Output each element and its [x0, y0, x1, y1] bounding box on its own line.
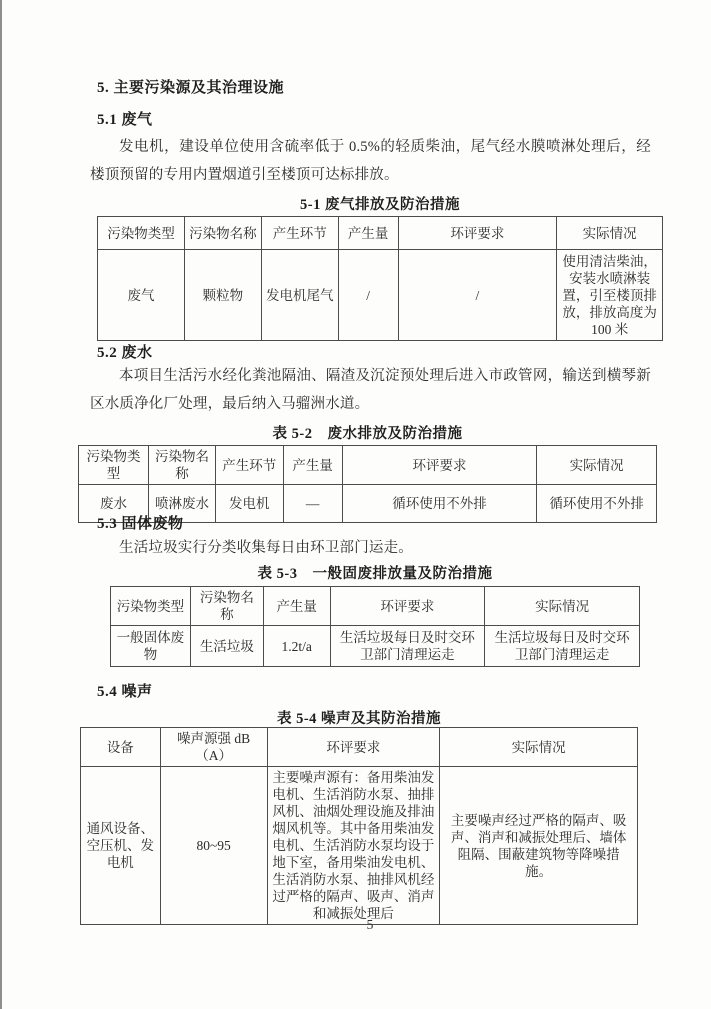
column-header: 环评要求 [330, 587, 485, 626]
table-5-4-header-row [81, 728, 638, 767]
column-header: 实际情况 [485, 587, 640, 626]
section-heading-5-2: 5.2 废水 [97, 345, 153, 361]
section-heading-5: 5. 主要污染源及其治理设施 [97, 80, 285, 96]
table-caption-5-3: 表 5-3 一般固废排放量及防治措施 [257, 566, 493, 582]
column-header: 噪声源强 dB（A） [160, 728, 267, 767]
table-5-1 [97, 216, 663, 341]
table-5-4 [80, 727, 638, 925]
column-header: 污染物名称 [190, 587, 263, 626]
table-5-3-header-row [111, 587, 640, 626]
column-header: 环评要求 [267, 728, 440, 767]
column-header: 污染物名称 [185, 217, 262, 250]
table-cell: 循环使用不外排 [537, 485, 657, 523]
table-cell: 生活垃圾每日及时交环卫部门清理运走 [330, 626, 485, 667]
table-cell: 80~95 [160, 767, 267, 925]
column-header: 产生环节 [215, 446, 283, 485]
table-cell: 生活垃圾 [190, 626, 263, 667]
column-header: 污染物类型 [111, 587, 191, 626]
table-cell: 废水 [79, 485, 149, 523]
table-cell: 通风设备、空压机、发电机 [81, 767, 161, 925]
table-row [98, 250, 663, 341]
section-heading-5-3: 5.3 固体废物 [97, 516, 184, 532]
table-cell: 1.2t/a [263, 626, 330, 667]
column-header: 环评要求 [342, 446, 537, 485]
table-row [111, 626, 640, 667]
column-header: 产生量 [263, 587, 330, 626]
column-header: 产生环节 [261, 217, 338, 250]
table-row [81, 767, 638, 925]
column-header: 实际情况 [557, 217, 663, 250]
table-caption-5-4: 表 5-4 噪声及其防治措施 [276, 711, 442, 727]
column-header: 产生量 [283, 446, 342, 485]
table-cell: 废气 [98, 250, 185, 341]
table-cell: 使用清洁柴油，安装水喷淋装置，引至楼顶排放，排放高度为 100 米 [557, 250, 663, 341]
column-header: 环评要求 [398, 217, 557, 250]
scan-edge-artifact [0, 0, 2, 1009]
table-cell: 颗粒物 [185, 250, 262, 341]
column-header: 污染物名称 [148, 446, 215, 485]
table-cell: / [338, 250, 398, 341]
table-cell: 一般固体废物 [111, 626, 191, 667]
paragraph-5-3: 生活垃圾实行分类收集每日由环卫部门运走。 [119, 540, 413, 556]
page-number: 5 [366, 917, 374, 932]
table-caption-5-2: 表 5-2 废水排放及防治措施 [272, 426, 463, 442]
paragraph-5-1: 发电机，建设单位使用含硫率低于 0.5%的轻质柴油，尾气经水膜喷淋处理后，经楼顶预留的专用内置烟道引至楼顶可达标排放。 [90, 139, 651, 183]
column-header: 设备 [81, 728, 161, 767]
column-header: 产生量 [338, 217, 398, 250]
column-header: 污染物类型 [98, 217, 185, 250]
column-header: 实际情况 [537, 446, 657, 485]
table-5-2-header-row [79, 446, 657, 485]
table-cell: — [283, 485, 342, 523]
table-cell: 主要噪声经过严格的隔声、吸声、消声和减振处理后、墙体阻隔、围蔽建筑物等降噪措施。 [440, 767, 638, 925]
section-heading-5-1: 5.1 废气 [97, 112, 153, 128]
table-cell: 发电机 [215, 485, 283, 523]
table-cell: 生活垃圾每日及时交环卫部门清理运走 [485, 626, 640, 667]
paragraph-5-2: 本项目生活污水经化粪池隔油、隔渣及沉淀预处理后进入市政管网，输送到横琴新区水质净化厂处理，最后纳入马骝洲水道。 [90, 368, 651, 412]
column-header: 实际情况 [440, 728, 638, 767]
table-cell: 发电机尾气 [261, 250, 338, 341]
table-cell: 循环使用不外排 [342, 485, 537, 523]
table-5-3 [110, 586, 640, 667]
table-caption-5-1: 5-1 废气排放及防治措施 [300, 197, 460, 213]
table-5-1-header-row [98, 217, 663, 250]
table-cell: 喷淋废水 [148, 485, 215, 523]
section-heading-5-4: 5.4 噪声 [97, 684, 153, 700]
table-cell: 主要噪声源有：备用柴油发电机、生活消防水泵、抽排风机、油烟处理设施及排油烟风机等。其中备用柴油发电机、生活消防水泵均设于地下室，备用柴油发电机、生活消防水泵、抽排风机经过严格的隔声、吸声、消声和减振处理后 [267, 767, 440, 925]
column-header: 污染物类型 [79, 446, 149, 485]
table-cell: / [398, 250, 557, 341]
